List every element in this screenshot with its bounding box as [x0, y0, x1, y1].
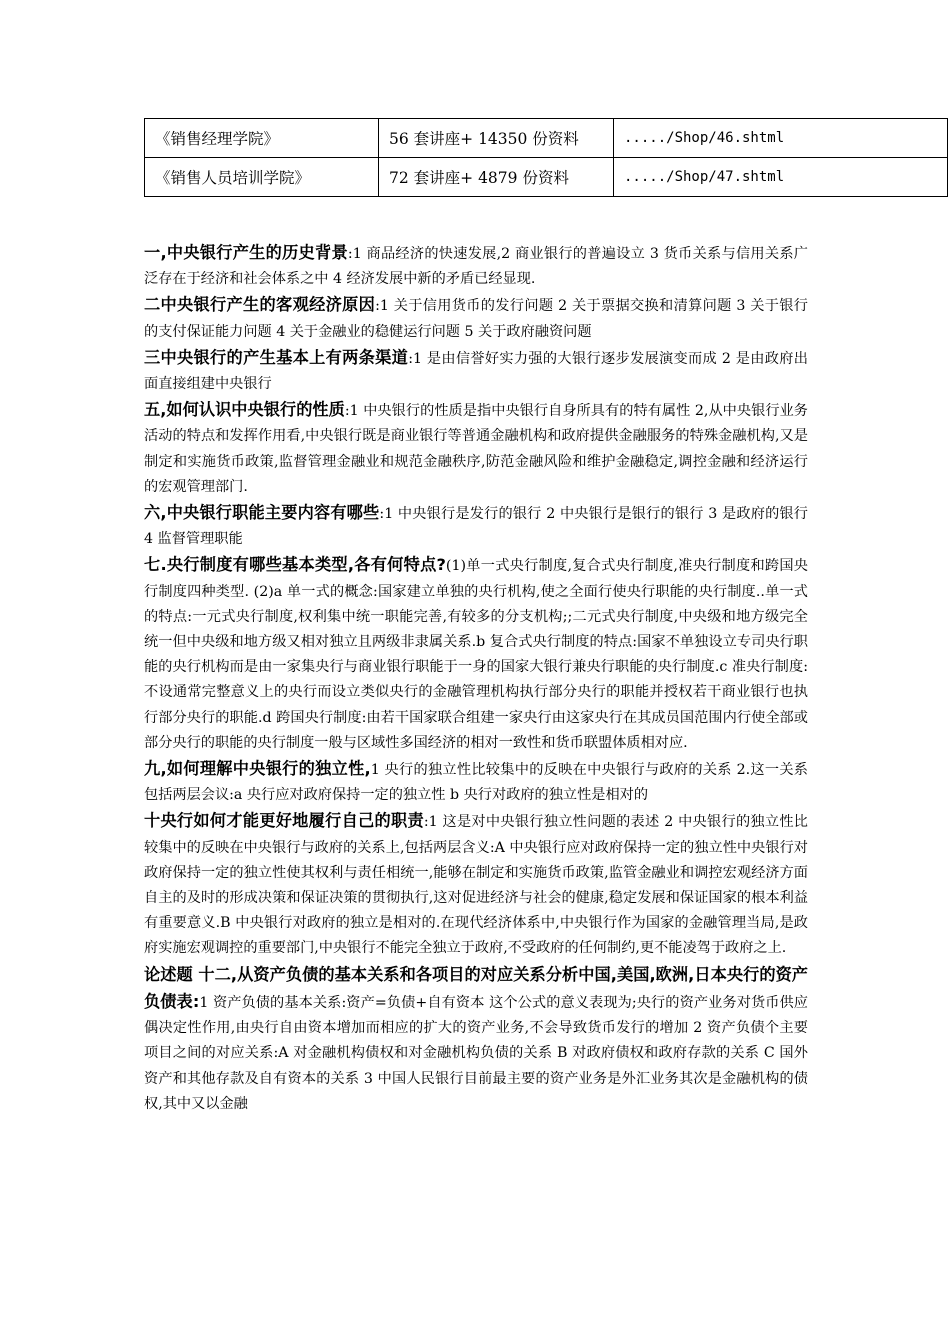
- table-cell-title: 《销售经理学院》: [145, 119, 379, 158]
- section-text: :1 这是对中央银行独立性问题的表述 2 中央银行的独立性比较集中的反映在中央银行与政府的关系上,包括两层含义:A 中央银行应对政府保持一定的独立性中央银行对政府保持一定的独立性使其权利与责任相统一,能够在制定和实施货币政策,监管金融业和调控宏观经济方面自主的及时的形成决策和保证决策的贯彻执行,这对促进经济与社会的健康,稳定发展和保证国家的根本利益有重要意义.B 中央银行对政府的独立是相对的.在现代经济体系中,中央银行作为国家的金融管理当局,是政府实施宏观调控的重要部门,中央银行不能完全独立于政府,不受政府的任何制约,更不能凌驾于政府之上.: [144, 814, 808, 957]
- table-row: [145, 119, 948, 158]
- section-text: :1 中央银行是发行的银行 2 中央银行是银行的银行 3 是政府的银行 4 监督管理职能: [144, 506, 808, 548]
- section-heading: 九,如何理解中央银行的独立性,: [144, 759, 371, 779]
- section-12: [144, 962, 808, 1117]
- section-9: [144, 756, 808, 808]
- table-row: [145, 158, 948, 197]
- section-5: [144, 397, 808, 500]
- section-text: :1 商品经济的快速发展,2 商业银行的普遍设立 3 货币关系与信用关系广泛存在于经济和社会体系之中 4 经济发展中新的矛盾已经显现.: [144, 246, 808, 288]
- section-2: [144, 292, 808, 344]
- section-heading: 一,中央银行产生的历史背景: [144, 243, 348, 262]
- section-heading: 二中央银行产生的客观经济原因: [144, 295, 376, 315]
- section-text: :1 是由信誉好实力强的大银行逐步发展演变而成 2 是由政府出面直接组建中央银行: [144, 350, 808, 393]
- section-text: :1 中央银行的性质是指中央银行自身所具有的特有属性 2,从中央银行业务活动的特点和发挥作用看,中央银行既是商业银行等普通金融机构和政府提供金融服务的特殊金融机构,又是制定和实施货币政策,监督管理金融业和规范金融秩序,防范金融风险和维护金融稳定,调控金融和经济运行的宏观管理部门.: [144, 403, 808, 495]
- section-3: [144, 345, 808, 397]
- section-6: [144, 500, 808, 552]
- section-text: (1)单一式央行制度,复合式央行制度,准央行制度和跨国央行制度四种类型. (2)a 单一式的概念:国家建立单独的央行机构,使之全面行使央行职能的央行制度..单一式的特点:一元式央行制度,权利集中统一职能完善,有较多的分支机构;;二元式央行制度,中央级和地方级完全统一但中央级和地方级又相对独立且两级非隶属关系.b 复合式央行制度的特点:国家不单独设立专司央行职能的央行机构而是由一家集央行与商业银行职能于一身的国家大银行兼央行职能的央行制度.c 准央行制度:不设通常完整意义上的央行而设立类似央行的金融管理机构执行部分央行的职能并授权若干商业银行也执行部分央行的职能.d 跨国央行制度:由若干国家联合组建一家央行由这家央行在其成员国范围内行使全部或部分央行的职能的央行制度一般与区域性多国经济的相对一致性和货币联盟体质相对应.: [144, 558, 808, 751]
- section-text: :1 关于信用货币的发行问题 2 关于票据交换和清算问题 3 关于银行的支付保证能力问题 4 关于金融业的稳健运行问题 5 关于政府融资问题: [144, 298, 808, 340]
- table-cell-title: 《销售人员培训学院》: [145, 158, 379, 197]
- section-heading: 论述题 十二,从资产负债的基本关系和各项目的对应关系分析中国,美国,欧洲,日本央行的资产负债表:: [144, 964, 808, 1011]
- section-10: [144, 808, 808, 961]
- section-heading: 七.央行制度有哪些基本类型,各有何特点?: [144, 555, 446, 575]
- section-heading: 三中央银行的产生基本上有两条渠道: [144, 347, 409, 367]
- table-cell-link[interactable]: ...../Shop/46.shtml: [614, 119, 948, 158]
- section-heading: 十央行如何才能更好地履行自己的职责: [144, 811, 424, 831]
- section-text: 1 央行的独立性比较集中的反映在中央银行与政府的关系 2.这一关系包括两层会议:a 央行应对政府保持一定的独立性 b 央行对政府的独立性是相对的: [144, 762, 808, 804]
- section-heading: 六,中央银行职能主要内容有哪些: [144, 503, 380, 523]
- document-body: [144, 240, 808, 1117]
- table-cell-content: 56 套讲座+ 14350 份资料: [379, 119, 614, 158]
- section-1: [144, 240, 808, 292]
- resource-table: [144, 118, 948, 197]
- section-7: [144, 552, 808, 756]
- section-text: 1 资产负债的基本关系:资产=负债+自有资本 这个公式的意义表现为;央行的资产业务对货币供应偶决定性作用,由央行自由资本增加而相应的扩大的资产业务,不会导致货币发行的增加 2 资产负债个主要项目之间的对应关系:A 对金融机构债权和对金融机构负债的关系 B 对政府债权和政府存款的关系 C 国外资产和其他存款及自有资本的关系 3 中国人民银行目前最主要的资产业务是外汇业务其次是金融机构的债权,其中又以金融: [144, 994, 808, 1112]
- table-cell-link[interactable]: ...../Shop/47.shtml: [614, 158, 948, 197]
- section-heading: 五,如何认识中央银行的性质: [144, 400, 345, 420]
- table-cell-content: 72 套讲座+ 4879 份资料: [379, 158, 614, 197]
